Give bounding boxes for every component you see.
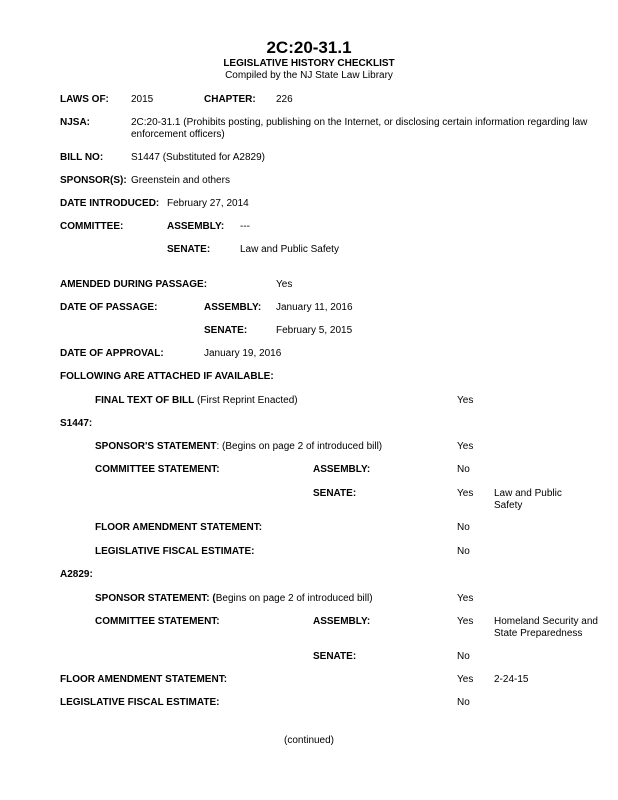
s1447-committee-assembly-value: No [457, 464, 470, 475]
s1447-committee-senate-label: SENATE: [313, 488, 357, 499]
passage-senate-label: SENATE: [204, 325, 248, 336]
s1447-committee-statement-label: COMMITTEE STATEMENT: [95, 464, 220, 475]
date-of-approval-value: January 19, 2016 [204, 348, 282, 359]
committee-senate-value: Law and Public Safety [240, 244, 339, 255]
a2829-committee-assembly-name: Homeland Security and State Preparedness [494, 616, 598, 639]
committee-assembly-value: --- [240, 221, 250, 232]
page-title: 2C:20-31.1 [266, 38, 352, 57]
a2829-floor-amendment-value: Yes [457, 674, 474, 685]
njsa-label: NJSA: [60, 117, 91, 128]
laws-of-label: LAWS OF: [60, 94, 109, 105]
final-text-row [95, 395, 298, 407]
sponsors-label: SPONSOR(S): [60, 175, 127, 186]
laws-of-value: 2015 [131, 94, 154, 105]
chapter-label: CHAPTER: [204, 94, 256, 105]
final-text-value: Yes [457, 395, 474, 406]
s1447-committee-senate-value: Yes [457, 488, 474, 499]
page-subtitle: LEGISLATIVE HISTORY CHECKLIST [223, 58, 395, 69]
s1447-fiscal-estimate-label: LEGISLATIVE FISCAL ESTIMATE: [95, 546, 255, 557]
amended-label: AMENDED DURING PASSAGE: [60, 279, 208, 290]
a2829-fiscal-estimate-value: No [457, 697, 470, 708]
a2829-sponsor-statement-row [95, 593, 373, 605]
s1447-heading: S1447: [60, 418, 93, 429]
date-introduced-value: February 27, 2014 [167, 198, 249, 209]
njsa-text [131, 117, 601, 141]
date-of-passage-label: DATE OF PASSAGE: [60, 302, 158, 313]
chapter-value: 226 [276, 94, 293, 105]
following-attached-heading: FOLLOWING ARE ATTACHED IF AVAILABLE: [60, 371, 274, 382]
njsa-description: (Prohibits posting, publishing on the Internet, or disclosing certain information regarding law enforcement officers) [131, 117, 588, 140]
s1447-committee-assembly-label: ASSEMBLY: [313, 464, 371, 475]
a2829-sponsor-statement-label: SPONSOR STATEMENT: ( [95, 593, 216, 604]
njsa-value: 2C:20-31.1 [131, 117, 181, 128]
a2829-sponsor-statement-value: Yes [457, 593, 474, 604]
s1447-sponsor-statement-note: : (Begins on page 2 of introduced bill) [216, 441, 383, 452]
a2829-committee-statement-label: COMMITTEE STATEMENT: [95, 616, 220, 627]
passage-assembly-label: ASSEMBLY: [204, 302, 262, 313]
continued-note: (continued) [283, 735, 335, 746]
committee-senate-label: SENATE: [167, 244, 211, 255]
s1447-floor-amendment-label: FLOOR AMENDMENT STATEMENT: [95, 522, 263, 533]
date-of-approval-label: DATE OF APPROVAL: [60, 348, 164, 359]
passage-assembly-value: January 11, 2016 [276, 302, 353, 313]
amended-value: Yes [276, 279, 293, 290]
s1447-sponsor-statement-label: SPONSOR'S STATEMENT [95, 441, 217, 452]
s1447-sponsor-statement-row [95, 441, 382, 453]
a2829-sponsor-statement-note: Begins on page 2 of introduced bill) [215, 593, 373, 604]
committee-assembly-label: ASSEMBLY: [167, 221, 225, 232]
a2829-committee-senate-label: SENATE: [313, 651, 357, 662]
s1447-sponsor-statement-value: Yes [457, 441, 474, 452]
date-introduced-label: DATE INTRODUCED: [60, 198, 160, 209]
committee-label: COMMITTEE: [60, 221, 124, 232]
a2829-floor-amendment-label: FLOOR AMENDMENT STATEMENT: [60, 674, 228, 685]
a2829-committee-senate-value: No [457, 651, 470, 662]
a2829-heading: A2829: [60, 569, 93, 580]
passage-senate-value: February 5, 2015 [276, 325, 353, 336]
final-text-note: (First Reprint Enacted) [197, 395, 298, 406]
s1447-floor-amendment-value: No [457, 522, 470, 533]
s1447-fiscal-estimate-value: No [457, 546, 470, 557]
final-text-label: FINAL TEXT OF BILL [95, 395, 195, 406]
sponsors-value: Greenstein and others [131, 175, 230, 186]
bill-no-label: BILL NO: [60, 152, 104, 163]
a2829-committee-assembly-value: Yes [457, 616, 474, 627]
s1447-committee-senate-name: Law and Public Safety [494, 488, 562, 511]
a2829-committee-assembly-label: ASSEMBLY: [313, 616, 371, 627]
compiled-by: Compiled by the NJ State Law Library [225, 70, 393, 81]
a2829-floor-amendment-date: 2-24-15 [494, 674, 529, 685]
a2829-fiscal-estimate-label: LEGISLATIVE FISCAL ESTIMATE: [60, 697, 220, 708]
bill-no-value: S1447 (Substituted for A2829) [131, 152, 265, 163]
